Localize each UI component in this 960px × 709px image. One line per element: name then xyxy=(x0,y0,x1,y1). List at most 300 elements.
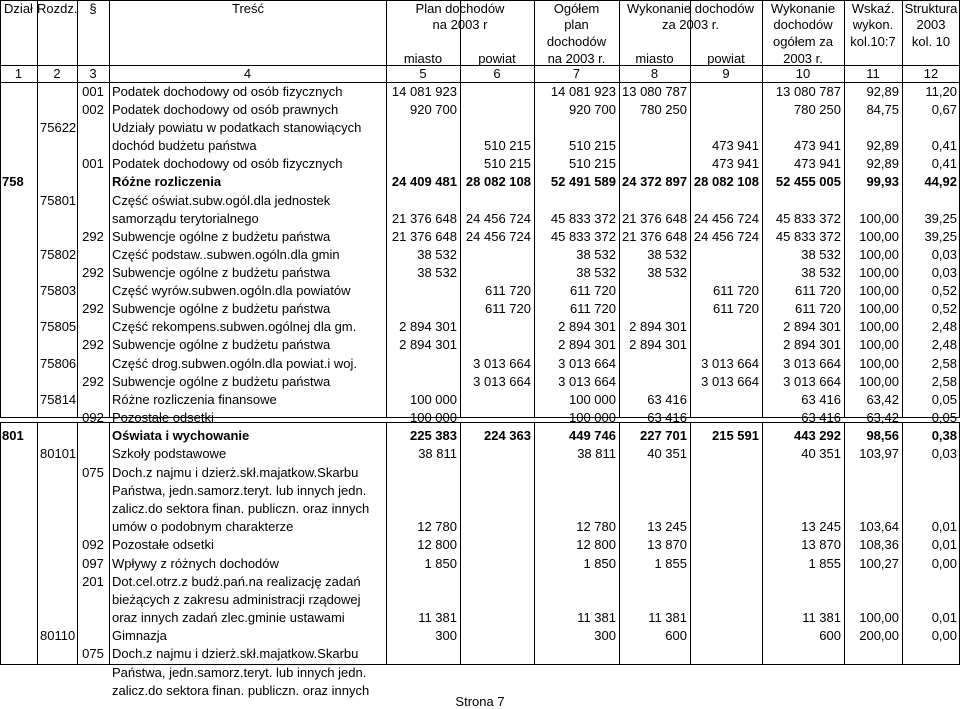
cell-c9 xyxy=(693,101,759,119)
cell-c9: 611 720 xyxy=(712,301,759,316)
cell-c11: 98,56 xyxy=(866,428,899,443)
cell-par xyxy=(80,192,106,210)
cell-tresc: Część drog.subwen.ogóln.dla powiat.i woj. xyxy=(112,356,357,371)
cell-rozdz xyxy=(40,482,74,500)
cell-par xyxy=(80,282,106,300)
cell-par: 075 xyxy=(82,465,104,480)
cell-par: 097 xyxy=(82,556,104,571)
cell-par: 002 xyxy=(82,102,104,117)
cell-par: 292 xyxy=(82,337,104,352)
cell-c7: 45 833 372 xyxy=(550,211,616,226)
cell-c10 xyxy=(765,645,841,663)
cell-c6 xyxy=(463,500,531,518)
cell-c6 xyxy=(463,555,531,573)
cell-c10: 3 013 664 xyxy=(783,356,841,371)
cell-par: 001 xyxy=(82,84,104,99)
cell-c5: 100 000 xyxy=(410,410,457,425)
cell-c7: 38 811 xyxy=(577,446,616,461)
cell-rozdz: 75803 xyxy=(40,283,77,298)
cell-c10: 63 416 xyxy=(801,410,841,425)
cell-c6 xyxy=(463,264,531,282)
cell-c9 xyxy=(693,445,759,463)
cell-c12: 0,05 xyxy=(931,410,957,425)
cell-c8 xyxy=(622,591,687,609)
cell-dzial xyxy=(2,83,32,101)
cell-c10: 38 532 xyxy=(801,247,841,262)
cell-c12 xyxy=(905,664,957,682)
cell-c12: 0,00 xyxy=(931,556,957,571)
cell-c10: 1 855 xyxy=(808,556,841,571)
cell-par xyxy=(80,427,106,445)
cell-c9 xyxy=(693,482,759,500)
cell-c11: 100,00 xyxy=(859,356,899,371)
cell-c5: 2 894 301 xyxy=(399,319,457,334)
cell-c7: 3 013 664 xyxy=(558,356,616,371)
cell-c9: 3 013 664 xyxy=(701,374,759,389)
cell-c7 xyxy=(537,119,616,137)
cell-c9 xyxy=(693,518,759,536)
cell-par xyxy=(80,518,106,536)
cell-c6 xyxy=(463,119,531,137)
cell-c12 xyxy=(905,192,957,210)
cell-c5 xyxy=(389,155,457,173)
cell-c8 xyxy=(622,192,687,210)
cell-rozdz xyxy=(40,518,74,536)
cell-c6 xyxy=(463,464,531,482)
cell-dzial: 801 xyxy=(2,428,24,443)
cell-c7: 920 700 xyxy=(569,102,616,117)
cell-c12: 0,41 xyxy=(931,156,957,171)
cell-c10: 13 080 787 xyxy=(775,84,841,99)
cell-c7: 510 215 xyxy=(569,156,616,171)
cell-tresc: Pozostałe odsetki xyxy=(112,410,214,425)
cell-c8: 2 894 301 xyxy=(629,337,687,352)
cell-dzial xyxy=(2,228,32,246)
cell-c6 xyxy=(463,645,531,663)
cell-par xyxy=(80,627,106,645)
cell-c7: 100 000 xyxy=(569,392,616,407)
cell-c12: 44,92 xyxy=(924,174,957,189)
cell-rozdz xyxy=(40,264,74,282)
cell-tresc: Subwencje ogólne z budżetu państwa xyxy=(112,374,331,389)
cell-dzial xyxy=(2,500,32,518)
cell-c9 xyxy=(693,264,759,282)
cell-c5: 12 800 xyxy=(417,537,457,552)
cell-c8: 38 532 xyxy=(647,265,687,280)
header-wyk-powiat: powiat xyxy=(707,51,745,66)
cell-c9 xyxy=(693,409,759,427)
cell-rozdz xyxy=(40,155,74,173)
cell-c8: 13 080 787 xyxy=(622,84,688,99)
cell-c9 xyxy=(693,500,759,518)
cell-rozdz xyxy=(40,137,74,155)
cell-c10 xyxy=(765,500,841,518)
cell-tresc: Subwencje ogólne z budżetu państwa xyxy=(112,337,331,352)
cell-c8 xyxy=(622,645,687,663)
cell-c11 xyxy=(847,464,899,482)
cell-dzial xyxy=(2,573,32,591)
cell-c5: 1 850 xyxy=(424,556,457,571)
cell-c11: 100,00 xyxy=(859,610,899,625)
cell-par xyxy=(80,137,106,155)
cell-dzial xyxy=(2,591,32,609)
cell-par xyxy=(80,664,106,682)
cell-dzial xyxy=(2,355,32,373)
cell-rozdz xyxy=(40,409,74,427)
cell-par: 092 xyxy=(82,410,104,425)
cell-rozdz xyxy=(40,336,74,354)
cell-c5 xyxy=(389,355,457,373)
cell-tresc: Doch.z najmu i dzierż.skł.majatkow.Skarbu xyxy=(112,465,359,480)
column-number: 7 xyxy=(572,66,581,81)
cell-dzial xyxy=(2,192,32,210)
header-paragraph: § xyxy=(89,1,97,16)
cell-c7: 52 491 589 xyxy=(550,174,616,189)
column-number: 2 xyxy=(53,66,61,81)
cell-c6 xyxy=(463,573,531,591)
cell-c10: 40 351 xyxy=(801,446,841,461)
cell-c10 xyxy=(765,591,841,609)
cell-par xyxy=(80,391,106,409)
cell-c5: 21 376 648 xyxy=(391,229,457,244)
cell-c11: 100,27 xyxy=(859,556,899,571)
cell-rozdz: 80101 xyxy=(40,446,77,461)
cell-c5 xyxy=(389,645,457,663)
cell-rozdz: 80110 xyxy=(40,628,76,643)
cell-c6: 611 720 xyxy=(484,301,531,316)
cell-c6 xyxy=(463,609,531,627)
cell-c10 xyxy=(765,682,841,700)
cell-c11 xyxy=(847,682,899,700)
cell-c11: 200,00 xyxy=(859,628,899,643)
cell-dzial xyxy=(2,482,32,500)
cell-c11: 100,00 xyxy=(859,301,899,316)
cell-c7: 510 215 xyxy=(569,138,616,153)
cell-c8 xyxy=(622,373,687,391)
cell-c8 xyxy=(622,464,687,482)
header-ogolem-line3: dochodów xyxy=(546,34,607,49)
cell-rozdz xyxy=(40,682,74,700)
cell-c5 xyxy=(389,119,457,137)
cell-c9 xyxy=(693,464,759,482)
cell-par: 292 xyxy=(82,374,104,389)
cell-c11 xyxy=(847,192,899,210)
cell-c7 xyxy=(537,573,616,591)
cell-c9 xyxy=(693,336,759,354)
cell-dzial xyxy=(2,627,32,645)
cell-c8: 11 381 xyxy=(648,610,687,625)
cell-c5 xyxy=(389,500,457,518)
cell-c12: 0,03 xyxy=(931,446,957,461)
cell-c10: 2 894 301 xyxy=(783,337,841,352)
cell-c7 xyxy=(537,591,616,609)
cell-c11 xyxy=(847,591,899,609)
cell-par: 292 xyxy=(82,229,104,244)
cell-c6 xyxy=(463,246,531,264)
cell-c11 xyxy=(847,645,899,663)
cell-c12: 0,03 xyxy=(931,247,957,262)
cell-c8: 63 416 xyxy=(647,410,687,425)
cell-c11: 92,89 xyxy=(866,156,899,171)
cell-c9: 28 082 108 xyxy=(693,174,759,189)
cell-par: 001 xyxy=(82,156,104,171)
cell-c10: 13 245 xyxy=(801,519,841,534)
cell-c8: 40 351 xyxy=(647,446,687,461)
cell-c6: 3 013 664 xyxy=(473,356,531,371)
cell-c6 xyxy=(463,101,531,119)
cell-c8: 2 894 301 xyxy=(629,319,687,334)
cell-par xyxy=(80,173,106,191)
cell-c12: 0,01 xyxy=(931,610,957,625)
cell-c10 xyxy=(765,192,841,210)
cell-c12: 2,48 xyxy=(931,319,957,334)
cell-c7: 2 894 301 xyxy=(558,337,616,352)
cell-c7: 611 720 xyxy=(569,283,616,298)
cell-c11 xyxy=(847,482,899,500)
cell-rozdz xyxy=(40,500,74,518)
cell-rozdz xyxy=(40,591,74,609)
cell-c7: 38 532 xyxy=(576,265,616,280)
cell-c8: 13 870 xyxy=(647,537,687,552)
cell-tresc: Państwa, jedn.samorz.teryt. lub innych jedn. xyxy=(112,665,367,680)
cell-c5 xyxy=(389,282,457,300)
cell-c5 xyxy=(389,482,457,500)
cell-c6 xyxy=(463,664,531,682)
cell-c8: 780 250 xyxy=(640,102,687,117)
cell-c11: 100,00 xyxy=(859,319,899,334)
cell-dzial xyxy=(2,391,32,409)
cell-c9 xyxy=(693,119,759,137)
header-wyk-dochodow-line1: Wykonanie xyxy=(770,1,836,16)
cell-par: 292 xyxy=(82,301,104,316)
cell-dzial xyxy=(2,409,32,427)
page-number: Strona 7 xyxy=(455,694,505,709)
cell-c5 xyxy=(389,192,457,210)
header-struktura-line1: Struktura xyxy=(904,1,958,16)
cell-c6: 510 215 xyxy=(484,156,531,171)
cell-c7: 12 780 xyxy=(576,519,616,534)
column-number: 5 xyxy=(419,66,427,81)
cell-c10: 611 720 xyxy=(794,283,841,298)
cell-dzial xyxy=(2,282,32,300)
cell-c7 xyxy=(537,464,616,482)
cell-c10: 600 xyxy=(819,628,841,643)
cell-c5: 38 532 xyxy=(417,247,457,262)
column-number: 8 xyxy=(650,66,659,81)
cell-dzial xyxy=(2,336,32,354)
cell-c6: 24 456 724 xyxy=(465,229,531,244)
cell-c9: 611 720 xyxy=(712,283,759,298)
cell-par xyxy=(80,682,106,700)
cell-c5: 11 381 xyxy=(418,610,457,625)
cell-dzial xyxy=(2,445,32,463)
cell-c12 xyxy=(905,682,957,700)
cell-tresc: Różne rozliczenia xyxy=(112,174,222,189)
cell-c5: 38 532 xyxy=(417,265,457,280)
cell-c7 xyxy=(537,645,616,663)
cell-c5 xyxy=(389,573,457,591)
cell-c9 xyxy=(693,645,759,663)
cell-c11 xyxy=(847,573,899,591)
cell-rozdz xyxy=(40,464,74,482)
cell-c12: 0,01 xyxy=(931,519,957,534)
column-number: 1 xyxy=(14,66,23,81)
cell-c7: 611 720 xyxy=(569,301,616,316)
cell-c9: 3 013 664 xyxy=(701,356,759,371)
cell-dzial xyxy=(2,300,32,318)
header-wykonanie-line1: Wykonanie dochodów xyxy=(626,1,755,16)
cell-c10: 2 894 301 xyxy=(783,319,841,334)
cell-c9 xyxy=(693,682,759,700)
cell-c9 xyxy=(693,555,759,573)
cell-c9 xyxy=(693,627,759,645)
header-tresc: Treść xyxy=(231,1,265,16)
cell-c12: 0,38 xyxy=(931,428,957,443)
cell-dzial xyxy=(2,137,32,155)
cell-c11: 92,89 xyxy=(866,138,899,153)
cell-c6 xyxy=(463,336,531,354)
cell-par xyxy=(80,500,106,518)
cell-c5: 300 xyxy=(435,628,457,643)
cell-c9 xyxy=(693,609,759,627)
column-number: 10 xyxy=(795,66,811,81)
column-number: 4 xyxy=(243,66,252,81)
column-number: 11 xyxy=(866,66,880,81)
cell-c6: 24 456 724 xyxy=(465,211,531,226)
cell-c7: 100 000 xyxy=(569,410,616,425)
header-struktura-line3: kol. 10 xyxy=(911,34,951,49)
cell-c9 xyxy=(693,391,759,409)
cell-dzial xyxy=(2,246,32,264)
cell-c7: 3 013 664 xyxy=(558,374,616,389)
column-number: 12 xyxy=(923,66,939,81)
cell-dzial xyxy=(2,464,32,482)
cell-dzial xyxy=(2,210,32,228)
cell-c5 xyxy=(389,373,457,391)
cell-c5 xyxy=(389,591,457,609)
cell-c5: 38 811 xyxy=(418,446,457,461)
column-number: 6 xyxy=(493,66,501,81)
cell-c9 xyxy=(693,246,759,264)
cell-c11: 63,42 xyxy=(866,392,899,407)
cell-c12 xyxy=(905,119,957,137)
header-ogolem-line1: Ogółem xyxy=(553,1,600,16)
cell-tresc: oraz innych zadań zlec.gminie ustawami xyxy=(112,610,345,625)
header-wskaz-line2: wykon. xyxy=(852,17,894,32)
cell-c11: 103,64 xyxy=(859,519,899,534)
cell-c12 xyxy=(905,464,957,482)
cell-c9: 215 591 xyxy=(712,428,759,443)
cell-rozdz xyxy=(40,573,74,591)
cell-c9: 473 941 xyxy=(712,156,759,171)
cell-tresc: Wpływy z różnych dochodów xyxy=(112,556,279,571)
cell-c7 xyxy=(537,500,616,518)
cell-dzial xyxy=(2,119,32,137)
cell-c11 xyxy=(847,664,899,682)
cell-c12: 0,41 xyxy=(931,138,957,153)
cell-par xyxy=(80,591,106,609)
cell-c10: 473 941 xyxy=(794,138,841,153)
cell-rozdz xyxy=(40,210,74,228)
cell-tresc: zalicz.do sektora finan. publiczn. oraz innych xyxy=(112,501,370,516)
cell-c12: 2,58 xyxy=(931,356,957,371)
cell-c6: 510 215 xyxy=(484,138,531,153)
cell-par: 201 xyxy=(82,574,104,589)
cell-c10: 473 941 xyxy=(794,156,841,171)
cell-c6 xyxy=(463,391,531,409)
cell-tresc: samorządu terytorialnego xyxy=(112,211,259,226)
cell-c5: 21 376 648 xyxy=(391,211,457,226)
cell-c10: 11 381 xyxy=(802,610,841,625)
cell-c7: 300 xyxy=(594,628,616,643)
cell-c5: 24 409 481 xyxy=(391,174,457,189)
cell-c12: 39,25 xyxy=(924,229,957,244)
cell-c6: 28 082 108 xyxy=(465,174,531,189)
header-wskaz-line3: kol.10:7 xyxy=(850,34,896,49)
cell-c12: 0,67 xyxy=(931,102,957,117)
cell-tresc: dochód budżetu państwa xyxy=(112,138,257,153)
column-number: 9 xyxy=(722,66,730,81)
cell-par xyxy=(80,210,106,228)
cell-rozdz xyxy=(40,373,74,391)
cell-rozdz xyxy=(40,555,74,573)
header-rozdz: Rozdz. xyxy=(37,1,78,16)
header-wyk-dochodow-line3: ogółem za xyxy=(773,34,833,49)
cell-tresc: Część rekompens.subwen.ogólnej dla gm. xyxy=(112,319,357,334)
cell-c11: 92,89 xyxy=(866,84,899,99)
cell-c11: 100,00 xyxy=(859,247,899,262)
cell-c8 xyxy=(622,500,687,518)
cell-c9 xyxy=(693,573,759,591)
cell-c6: 3 013 664 xyxy=(473,374,531,389)
cell-par: 092 xyxy=(82,537,104,552)
cell-c12: 0,03 xyxy=(931,265,957,280)
cell-c8 xyxy=(622,573,687,591)
cell-rozdz: 75802 xyxy=(40,247,77,262)
cell-dzial: 758 xyxy=(2,174,24,189)
cell-c6 xyxy=(463,409,531,427)
cell-c11: 108,36 xyxy=(859,537,899,552)
cell-par xyxy=(80,355,106,373)
cell-c7: 38 532 xyxy=(576,247,616,262)
cell-c7: 12 800 xyxy=(576,537,616,552)
cell-c6 xyxy=(463,627,531,645)
cell-par: 292 xyxy=(82,265,104,280)
cell-c8: 63 416 xyxy=(647,392,687,407)
cell-tresc: Subwencje ogólne z budżetu państwa xyxy=(112,265,331,280)
cell-c8: 13 245 xyxy=(647,519,687,534)
cell-c5: 14 081 923 xyxy=(391,84,457,99)
cell-c9 xyxy=(693,664,759,682)
cell-c7: 11 381 xyxy=(577,610,616,625)
cell-c12: 0,05 xyxy=(931,392,957,407)
cell-c11: 100,00 xyxy=(859,283,899,298)
cell-c9 xyxy=(693,192,759,210)
cell-rozdz: 75814 xyxy=(40,392,77,407)
cell-c10: 45 833 372 xyxy=(775,229,841,244)
cell-c6 xyxy=(463,482,531,500)
cell-c12 xyxy=(905,591,957,609)
cell-dzial xyxy=(2,155,32,173)
cell-rozdz xyxy=(40,300,74,318)
cell-par xyxy=(80,609,106,627)
cell-c6: 224 363 xyxy=(484,428,531,443)
cell-c5: 12 780 xyxy=(417,519,457,534)
cell-c8 xyxy=(622,682,687,700)
cell-c11 xyxy=(847,119,899,137)
cell-tresc: Państwa, jedn.samorz.teryt. lub innych jedn. xyxy=(112,483,367,498)
cell-c8 xyxy=(622,137,687,155)
